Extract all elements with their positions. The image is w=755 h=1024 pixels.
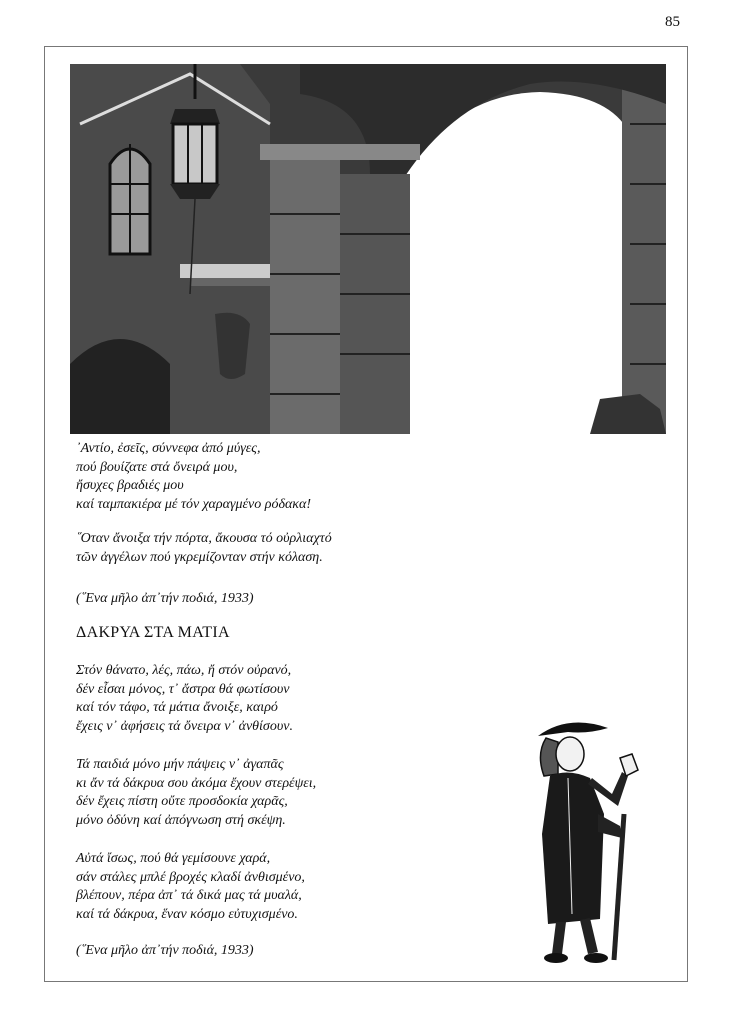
verse-line: Τά παιδιά μόνο μήν πάψεις ν᾿ ἀγαπᾶς [76, 757, 284, 772]
verse-line: βλέπουν, πέρα ἀπ᾿ τά δικά μας τά μυαλά, [76, 888, 302, 903]
verse-line: κι ἄν τά δάκρυα σου ἀκόμα ἔχουν στερέψει, [76, 775, 317, 791]
stanza-5 [76, 850, 305, 924]
stanza-1 [76, 440, 311, 514]
source-citation-1: (῞Ενα μῆλο ἀπ᾿τήν ποδιά, 1933) [76, 591, 254, 606]
stanza-3 [76, 662, 293, 736]
verse-line: καί τά δάκρυα, ἕναν κόσμο εὐτυχισμένο. [76, 906, 298, 922]
verse-line: σάν στάλες μπλέ βροχές κλαδί ἀνθισμένο, [76, 869, 305, 885]
verse-line: δέν ἔχεις πίστη οὔτε προσδοκία χαρᾶς, [76, 794, 288, 809]
source-citation-2: (῞Ενα μῆλο ἀπ᾿τήν ποδιά, 1933) [76, 943, 254, 958]
verse-line: καί τόν τάφο, τά μάτια ἄνοιξε, καιρό [76, 700, 278, 715]
verse-line: δέν εἶσαι μόνος, τ᾿ ἄστρα θά φωτίσουν [76, 681, 290, 697]
page-number: 85 [665, 14, 680, 30]
verse-line: ἔχεις ν᾿ ἀφήσεις τά ὄνειρα ν᾿ ἀνθίσουν. [76, 718, 293, 734]
stanza-2 [76, 530, 332, 567]
verse-line: καί ταμπακιέρα μέ τόν χαραγμένο ρόδακα! [76, 496, 312, 512]
verse-line: ἤσυχες βραδιές μου [76, 478, 184, 493]
archway-lantern-illustration [70, 64, 666, 434]
verse-line: Αὐτά ἴσως, πού θά γεμίσουνε χαρά, [76, 851, 271, 866]
verse-line: ῞Οταν ἄνοιξα τήν πόρτα, ἄκουσα τό οὐρλιαχτό [76, 531, 332, 546]
verse-line: πού βουίζατε στά ὄνειρά μου, [76, 459, 238, 475]
poem-title: ΔΑΚΡΥΑ ΣΤΑ ΜΑΤΙΑ [76, 624, 230, 641]
verse-line: Στόν θάνατο, λές, πάω, ἤ στόν οὐρανό, [76, 663, 292, 678]
stanza-4 [76, 756, 316, 830]
verse-line: μόνο ὀδύνη καί ἀπόγνωση στή σκέψη. [76, 812, 286, 828]
man-with-staff-illustration [528, 714, 646, 968]
verse-line: τῶν ἀγγέλων πού γκρεμίζονταν στήν κόλαση. [76, 549, 323, 565]
verse-line: ᾿Αντίο, ἐσεῖς, σύννεφα ἀπό μύγες, [76, 441, 261, 456]
